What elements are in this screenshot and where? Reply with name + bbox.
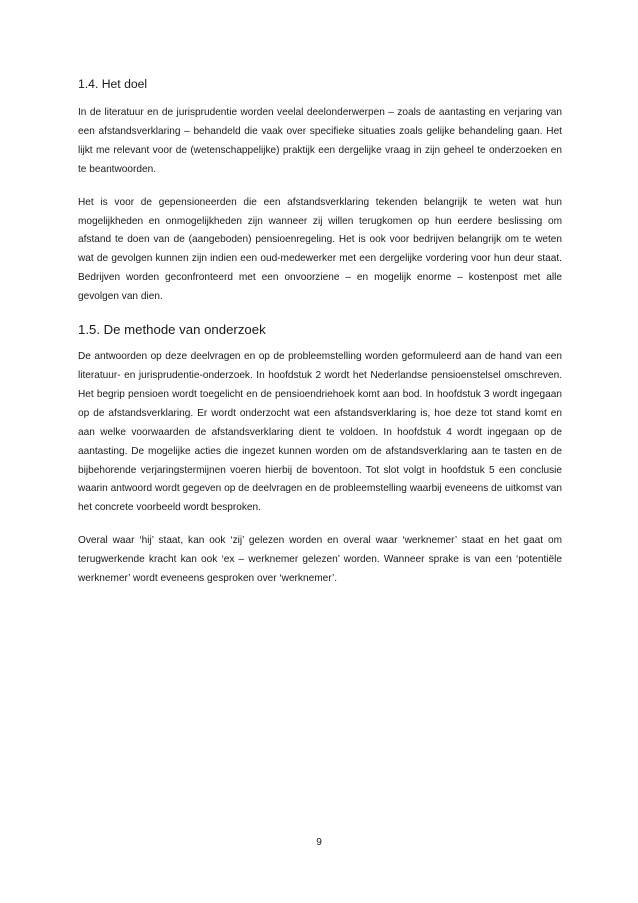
section-heading: 1.5. De methode van onderzoek bbox=[78, 322, 266, 338]
section-methode-van-onderzoek bbox=[78, 321, 562, 589]
paragraph: Overal waar ‘hij’ staat, kan ook ‘zij’ gelezen worden en overal waar ‘werknemer’ staat en het gaat om terugwerkende kracht kan ook ‘ex – werknemer gelezen’ worden. Wanneer sprake is van een ‘potentiële werknemer’ wordt eveneens gesproken over ‘werknemer’. bbox=[78, 535, 562, 585]
paragraph: Het is voor de gepensioneerden die een afstandsverklaring tekenden belangrijk te weten wat hun mogelijkheden en onmogelijkheden zijn wanneer zij willen terugkomen op hun eerdere beslissing om afstand te doen van de (aangeboden) pensioenregeling. Het is ook voor bedrijven belangrijk om te weten wat de gevolgen kunnen zijn indien een oud-medewerker met een dergelijke vordering voor hun deur staat. Bedrijven worden geconfronteerd met een onvoorziene – en mogelijk enorme – kostenpost met alle gevolgen van dien. bbox=[78, 196, 562, 303]
paragraph: De antwoorden op deze deelvragen en op de probleemstelling worden geformuleerd aan de hand van een literatuur- en jurisprudentie-onderzoek. In hoofdstuk 2 wordt het Nederlandse pensioenstelsel omschreven. Het begrip pensioen wordt toegelicht en de pensioendriehoek komt aan bod. In hoofdstuk 3 wordt ingegaan op de afstandsverklaring. Er wordt onderzocht wat een afstandsverklaring is, hoe deze tot stand komt en aan welke voorwaarden de afstandsverklaring dient te voldoen. In hoofdstuk 4 wordt ingegaan op de aantasting. De mogelijke acties die ingezet kunnen worden om de afstandsverklaring aan te tasten en de bijbehorende verjaringstermijnen voeren hierbij de boventoon. Tot slot volgt in hoofdstuk 5 een conclusie waarin antwoord wordt gegeven op de deelvragen en de probleemstelling waarbij eveneens de uitkomst van het concrete voorbeeld wordt besproken. bbox=[78, 351, 562, 514]
section-het-doel bbox=[78, 76, 562, 307]
page-number: 9 bbox=[316, 837, 322, 848]
paragraph: In de literatuur en de jurisprudentie worden veelal deelonderwerpen – zoals de aantasting en verjaring van een afstandsverklaring – behandeld die vaak over specifieke situaties zoals gelijke behandeling gaan. Het lijkt me relevant voor de (wetenschappelijke) praktijk een dergelijke vraag in zijn geheel te onderzoeken en te beantwoorden. bbox=[78, 107, 562, 175]
section-heading: 1.4. Het doel bbox=[78, 77, 148, 91]
page-body bbox=[78, 76, 562, 603]
